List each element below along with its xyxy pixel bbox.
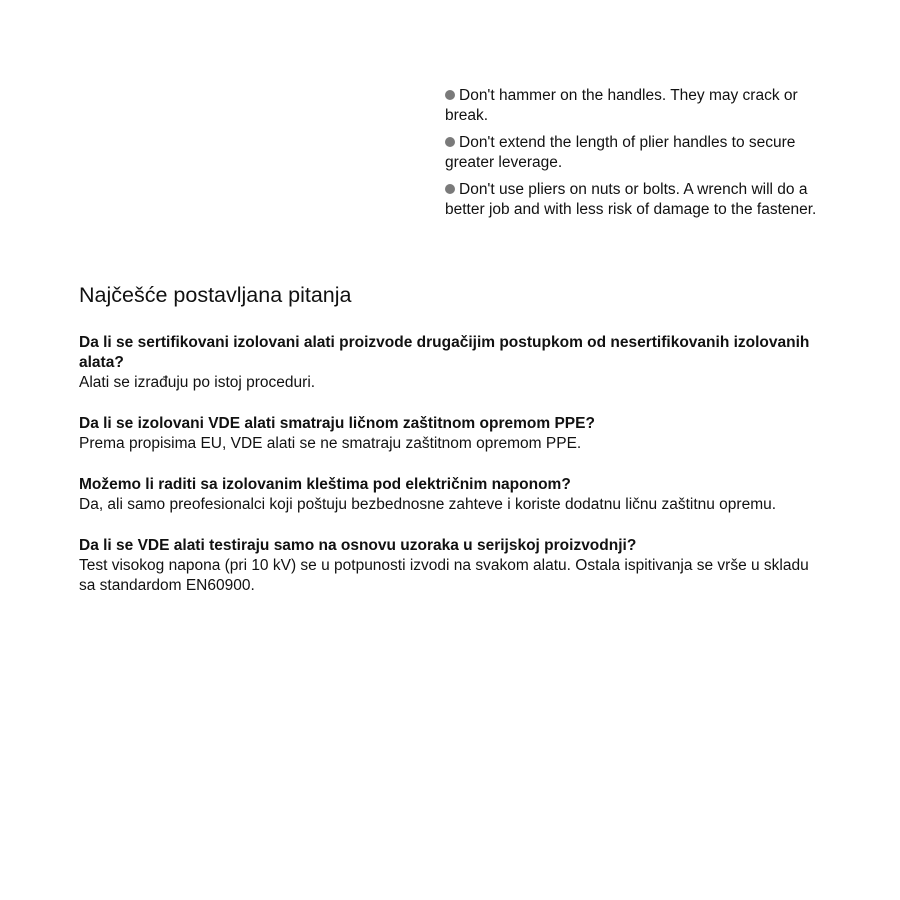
- tip-item: [445, 180, 825, 220]
- bullet-icon: [445, 184, 455, 194]
- tip-item: [445, 133, 825, 173]
- faq-question: Da li se VDE alati testiraju samo na osnovu uzoraka u serijskoj proizvodnji?: [79, 537, 637, 554]
- bullet-icon: [445, 137, 455, 147]
- faq-answer: Test visokog napona (pri 10 kV) se u potpunosti izvodi na svakom alatu. Ostala ispitivanja se vrše u skladu sa standardom EN60900.: [79, 557, 809, 594]
- faq-question: Da li se izolovani VDE alati smatraju ličnom zaštitnom opremom PPE?: [79, 415, 595, 432]
- faq-answer: Alati se izrađuju po istoj proceduri.: [79, 374, 316, 391]
- faq-answer: Da, ali samo preofesionalci koji poštuju bezbednosne zahteve i koriste dodatnu ličnu zaštitnu opremu.: [79, 496, 777, 513]
- faq-item: [79, 475, 824, 515]
- tip-text: Don't hammer on the handles. They may crack or break.: [445, 87, 798, 124]
- faq-item: [79, 333, 824, 393]
- faq-answer: Prema propisima EU, VDE alati se ne smatraju zaštitnom opremom PPE.: [79, 435, 582, 452]
- faq-question: Možemo li raditi sa izolovanim kleštima pod električnim naponom?: [79, 476, 571, 493]
- tip-text: Don't extend the length of plier handles to secure greater leverage.: [445, 134, 796, 171]
- faq-question: Da li se sertifikovani izolovani alati proizvode drugačijim postupkom od nesertifikovanih izolovanih alata?: [79, 334, 810, 371]
- tip-item: [445, 86, 825, 126]
- faq-heading: Najčešće postavljana pitanja: [79, 283, 352, 307]
- bullet-icon: [445, 90, 455, 100]
- tips-list: [445, 86, 825, 227]
- faq-item: [79, 536, 824, 596]
- tip-text: Don't use pliers on nuts or bolts. A wrench will do a better job and with less risk of damage to the fastener.: [445, 181, 817, 218]
- faq-item: [79, 414, 824, 454]
- faq-list: [79, 333, 824, 617]
